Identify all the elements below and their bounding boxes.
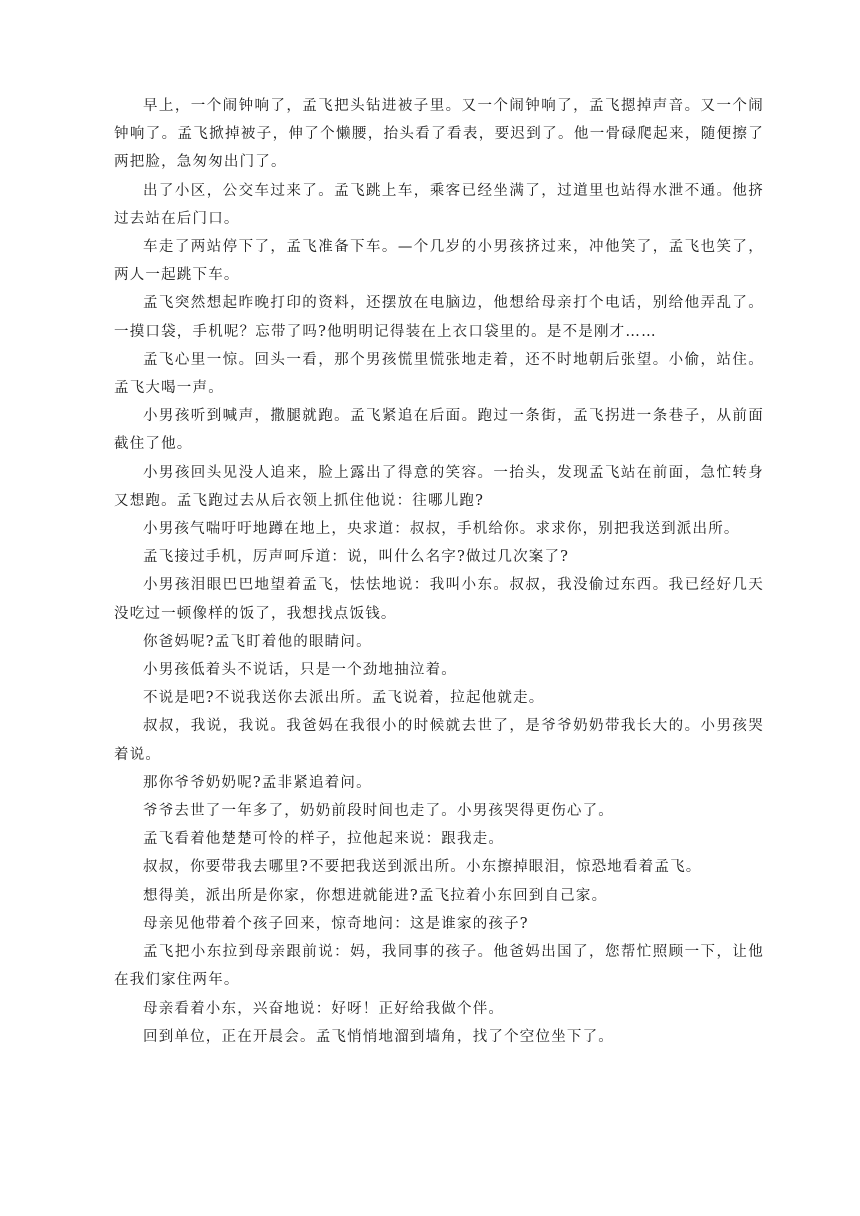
story-text: [114, 92, 764, 1051]
paragraph: 母亲看着小东，兴奋地说：好呀！正好给我做个伴。: [143, 1000, 505, 1017]
paragraph: 孟飞接过手机，厉声呵斥道：说，叫什么名字?做过几次案了?: [143, 549, 570, 566]
paragraph: 孟飞心里一惊。回头一看，那个男孩慌里慌张地走着，还不时地朝后张望。小偷，站住。孟飞大喝一声。: [114, 351, 764, 397]
paragraph: 车走了两站停下了，孟飞准备下车。—个几岁的小男孩挤过来，冲他笑了，孟飞也笑了，两人一起跳下车。: [114, 239, 764, 284]
paragraph: 想得美，派出所是你家，你想进就能进?孟飞拉着小东回到自己家。: [143, 887, 608, 904]
paragraph: 出了小区，公交车过来了。孟飞跳上车，乘客已经坐满了，过道里也站得水泄不通。他挤过去站在后门口。: [114, 182, 764, 227]
paragraph: 叔叔，你要带我去哪里?不要把我送到派出所。小东擦掉眼泪，惊恐地看着孟飞。: [143, 859, 702, 876]
paragraph: 孟飞看着他楚楚可怜的样子，拉他起来说：跟我走。: [143, 831, 505, 848]
paragraph: 早上，一个闹钟响了，孟飞把头钻进被子里。又一个闹钟响了，孟飞摁掉声音。又一个闹钟响了。孟飞掀掉被子，伸了个懒腰，抬头看了看表，要迟到了。他一骨碌爬起来，随便擦了两把脸，急匆匆出门了。: [114, 98, 764, 171]
paragraph: 不说是吧?不说我送你去派出所。孟飞说着，拉起他就走。: [143, 690, 545, 707]
paragraph: 那你爷爷奶奶呢?孟非紧追着问。: [143, 774, 372, 791]
paragraph: 叔叔，我说，我说。我爸妈在我很小的时候就去世了，是爷爷奶奶带我长大的。小男孩哭着说。: [114, 718, 764, 763]
paragraph: 小男孩泪眼巴巴地望着孟飞，怯怯地说：我叫小东。叔叔，我没偷过东西。我已经好几天没吃过一顿像样的饭了，我想找点饭钱。: [114, 577, 764, 622]
paragraph: 小男孩气喘吁吁地蹲在地上，央求道：叔叔，手机给你。求求你，别把我送到派出所。: [143, 521, 740, 538]
paragraph: 小男孩低着头不说话，只是一个劲地抽泣着。: [143, 662, 457, 679]
paragraph: 小男孩回头见没人追来，脸上露出了得意的笑容。一抬头，发现孟飞站在前面，急忙转身又想跑。孟飞跑过去从后衣领上抓住他说：往哪儿跑?: [114, 464, 764, 509]
paragraph: 孟飞把小东拉到母亲跟前说：妈，我同事的孩子。他爸妈出国了，您帮忙照顾一下，让他在我们家住两年。: [114, 944, 764, 989]
paragraph: 你爸妈呢?孟飞盯着他的眼睛问。: [143, 633, 372, 650]
paragraph: 爷爷去世了一年多了，奶奶前段时间也走了。小男孩哭得更伤心了。: [143, 803, 614, 820]
paragraph: 回到单位，正在开晨会。孟飞悄悄地溜到墙角，找了个空位坐下了。: [143, 1028, 614, 1045]
paragraph: 小男孩听到喊声，撒腿就跑。孟飞紧追在后面。跑过一条街，孟飞拐进一条巷子，从前面截住了他。: [114, 408, 764, 453]
paragraph: 孟飞突然想起昨晚打印的资料，还摆放在电脑边，他想给母亲打个电话，别给他弄乱了。一摸口袋，手机呢？忘带了吗?他明明记得装在上衣口袋里的。是不是刚才……: [114, 295, 764, 340]
paragraph: 母亲见他带着个孩子回来，惊奇地问：这是谁家的孩子?: [143, 915, 529, 932]
